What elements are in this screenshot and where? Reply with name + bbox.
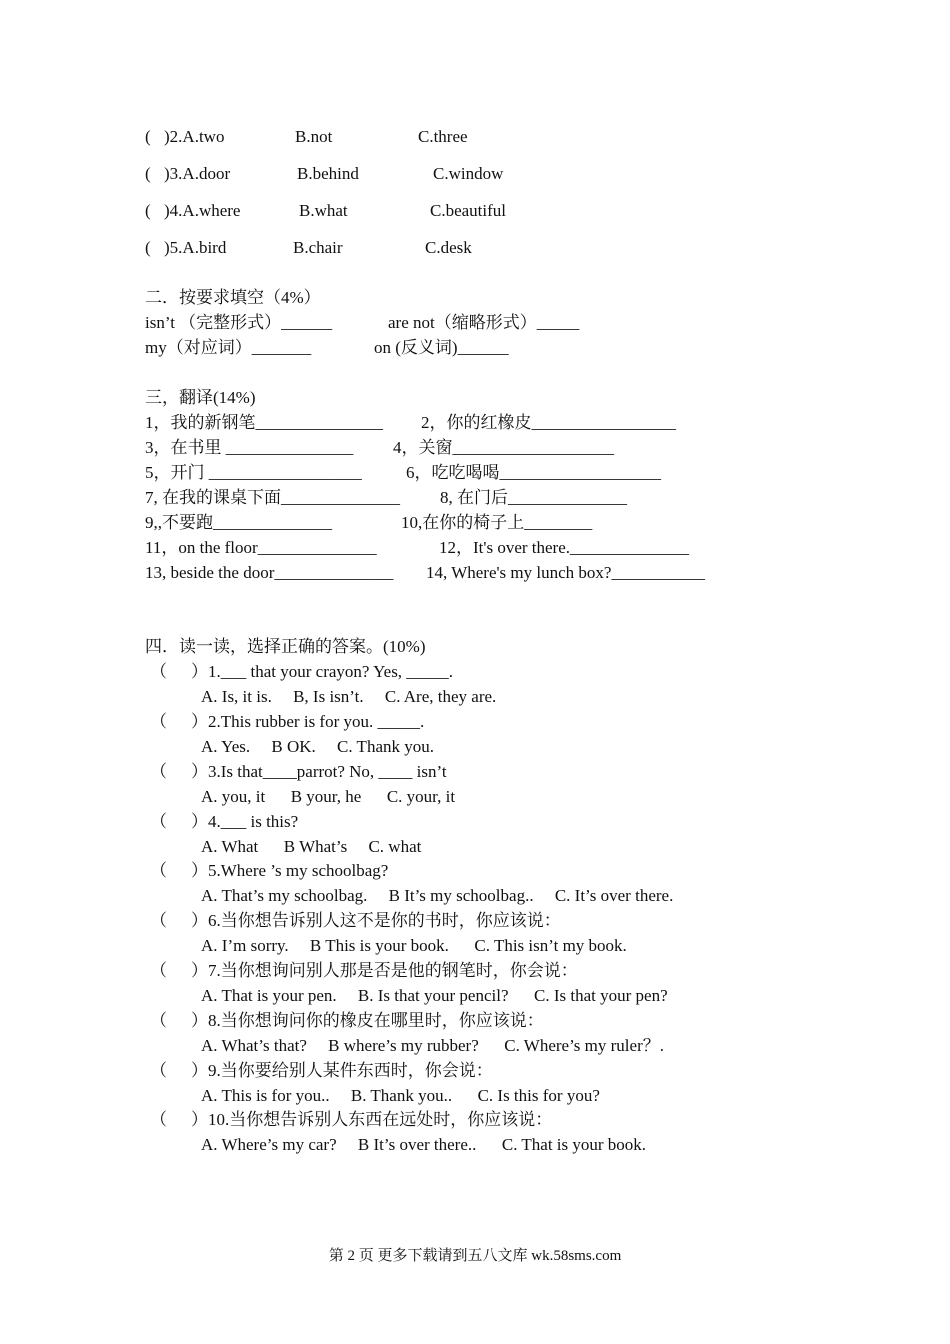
translate-item: 4，关窗___________________ xyxy=(393,438,614,457)
fill-my: my（对应词）_______ xyxy=(145,338,312,357)
translate-item: 12，It's over there.______________ xyxy=(439,538,689,557)
option-c: C.desk xyxy=(425,238,472,257)
answer-paren: （ xyxy=(150,762,167,781)
option-a: )4.A.where xyxy=(164,201,241,220)
paren: ( xyxy=(145,201,151,220)
question-options: A. That is your pen. B. Is that your pencil? C. Is that your pen? xyxy=(201,986,668,1005)
option-b: B.what xyxy=(299,201,348,220)
answer-paren: （ xyxy=(150,662,167,681)
translate-item: 10,在你的椅子上________ xyxy=(401,513,593,532)
question-options: A. That’s my schoolbag. B It’s my schoolbag.. C. It’s over there. xyxy=(201,886,674,905)
paren: ( xyxy=(145,238,151,257)
fill-are-not: are not（缩略形式）_____ xyxy=(388,313,580,332)
translate-item: 13, beside the door______________ xyxy=(145,563,394,582)
question: ）10.当你想告诉别人东西在远处时，你应该说： xyxy=(191,1110,553,1129)
question-options: A. Is, it is. B, Is isn’t. C. Are, they are. xyxy=(201,687,497,706)
translate-item: 7, 在我的课桌下面______________ xyxy=(145,488,400,507)
question: ）9.当你要给别人某件东西时，你会说： xyxy=(191,1061,493,1080)
option-a: )2.A.two xyxy=(164,127,225,146)
question-options: A. Where’s my car? B It’s over there.. C. That is your book. xyxy=(201,1135,647,1154)
question: ）6.当你想告诉别人这不是你的书时，你应该说： xyxy=(191,911,561,930)
fill-on: on (反义词)______ xyxy=(374,338,509,357)
translate-item: 5，开门 __________________ xyxy=(145,463,362,482)
question-options: A. I’m sorry. B This is your book. C. This isn’t my book. xyxy=(201,936,627,955)
paren: ( xyxy=(145,164,151,183)
section2-heading: 二．按要求填空（4%） xyxy=(145,288,321,307)
answer-paren: （ xyxy=(150,961,167,980)
answer-paren: （ xyxy=(150,1011,167,1030)
question: ）2.This rubber is for you. _____. xyxy=(191,712,425,731)
answer-paren: （ xyxy=(150,1061,167,1080)
option-b: B.not xyxy=(295,127,333,146)
option-c: C.beautiful xyxy=(430,201,507,220)
question: ）8.当你想询问你的橡皮在哪里时，你应该说： xyxy=(191,1011,544,1030)
option-b: B.chair xyxy=(293,238,343,257)
answer-paren: （ xyxy=(150,712,167,731)
question: ）7.当你想询问别人那是否是他的钢笔时，你会说： xyxy=(191,961,578,980)
paren: ( xyxy=(145,127,151,146)
question-options: A. Yes. B OK. C. Thank you. xyxy=(201,737,434,756)
question: ）4.___ is this? xyxy=(191,812,299,831)
translate-item: 9,,不要跑______________ xyxy=(145,513,332,532)
answer-paren: （ xyxy=(150,812,167,831)
translate-item: 14, Where's my lunch box?___________ xyxy=(426,563,705,582)
option-c: C.window xyxy=(433,164,504,183)
translate-item: 3，在书里 _______________ xyxy=(145,438,354,457)
option-c: C.three xyxy=(418,127,468,146)
translate-item: 11，on the floor______________ xyxy=(145,538,377,557)
answer-paren: （ xyxy=(150,1110,167,1129)
translate-item: 8, 在门后______________ xyxy=(440,488,627,507)
translate-item: 6，吃吃喝喝___________________ xyxy=(406,463,661,482)
fill-isnt: isn’t （完整形式）______ xyxy=(145,313,333,332)
answer-paren: （ xyxy=(150,911,167,930)
page-footer: 第 2 页 更多下载请到五八文库 wk.58sms.com xyxy=(328,1248,622,1264)
section3-heading: 三，翻译(14%) xyxy=(145,388,256,407)
option-a: )5.A.bird xyxy=(164,238,227,257)
answer-paren: （ xyxy=(150,861,167,880)
question-options: A. you, it B your, he C. your, it xyxy=(201,787,456,806)
question: ）1.___ that your crayon? Yes, _____. xyxy=(191,662,454,681)
option-b: B.behind xyxy=(297,164,359,183)
translate-item: 2，你的红橡皮_________________ xyxy=(421,413,676,432)
question-options: A. What’s that? B where’s my rubber? C. Where’s my ruler？. xyxy=(201,1036,664,1055)
question: ）3.Is that____parrot? No, ____ isn’t xyxy=(191,762,447,781)
section4-heading: 四．读一读，选择正确的答案。(10%) xyxy=(145,637,426,656)
question: ）5.Where ’s my schoolbag? xyxy=(191,861,389,880)
question-options: A. This is for you.. B. Thank you.. C. Is this for you? xyxy=(201,1086,600,1105)
translate-item: 1，我的新钢笔_______________ xyxy=(145,413,383,432)
option-a: )3.A.door xyxy=(164,164,231,183)
question-options: A. What B What’s C. what xyxy=(201,837,422,856)
